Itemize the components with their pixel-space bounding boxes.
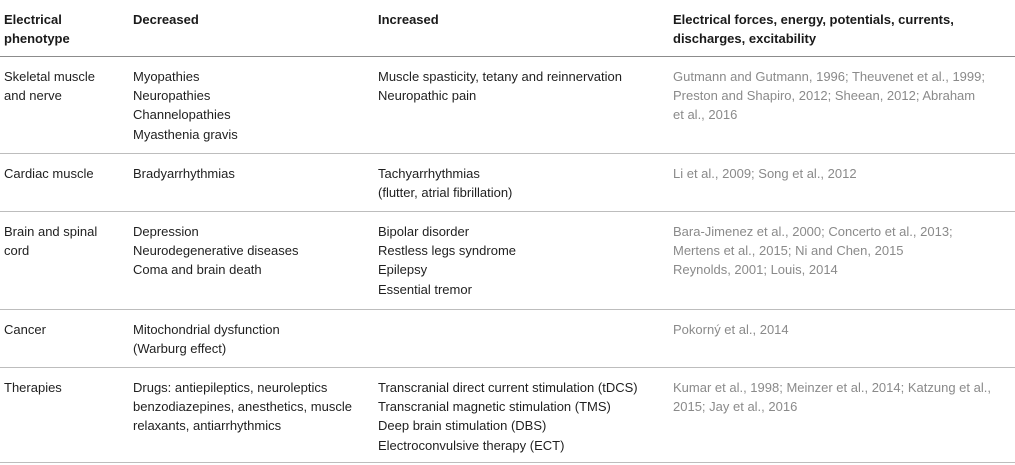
header-increased	[378, 10, 663, 29]
cell-line: Coma and brain death	[133, 262, 262, 278]
header-line: Electrical forces, energy, potentials, currents,	[673, 12, 954, 27]
cell-line: Kumar et al., 1998; Meinzer et al., 2014; Katzung et al.,	[673, 380, 991, 395]
cell-increased	[378, 164, 663, 202]
cell-line: Bipolar disorder	[378, 224, 470, 239]
cell-phenotype	[4, 378, 124, 397]
cell-line: Pokorný et al., 2014	[673, 322, 789, 337]
cell-line: relaxants, antiarrhythmics	[133, 418, 282, 434]
cell-line: Tachyarrhythmias	[378, 166, 480, 181]
cell-decreased	[133, 164, 368, 183]
cell-line: Channelopathies	[133, 107, 231, 123]
cell-references	[673, 164, 1013, 183]
cell-line: Myasthenia gravis	[133, 126, 238, 142]
cell-line: (Warburg effect)	[133, 341, 227, 357]
cell-line: Cardiac muscle	[4, 166, 94, 181]
cell-references	[673, 378, 1013, 416]
cell-line: Skeletal muscle	[4, 69, 96, 84]
cell-references	[673, 222, 1013, 280]
cell-references	[673, 67, 1013, 125]
cell-line: benzodiazepines, anesthetics, muscle	[133, 399, 352, 415]
cell-line: Mitochondrial dysfunction	[133, 322, 280, 337]
header-line: discharges, excitability	[673, 31, 817, 46]
cell-line: (flutter, atrial fibrillation)	[378, 185, 513, 201]
cell-line: and nerve	[4, 88, 62, 104]
header-line: phenotype	[4, 31, 70, 46]
header-line: Decreased	[133, 12, 199, 27]
cell-line: Deep brain stimulation (DBS)	[378, 418, 547, 434]
cell-references	[673, 320, 1013, 339]
table-row	[0, 57, 1015, 154]
cell-line: Drugs: antiepileptics, neuroleptics	[133, 380, 328, 395]
header-phenotype	[4, 10, 124, 48]
cell-line: Mertens et al., 2015; Ni and Chen, 2015	[673, 243, 904, 259]
cell-decreased	[133, 67, 368, 144]
table-row	[0, 212, 1015, 310]
cell-line: Essential tremor	[378, 281, 472, 297]
cell-line: Electroconvulsive therapy (ECT)	[378, 437, 565, 453]
cell-line: 2015; Jay et al., 2016	[673, 399, 798, 415]
cell-line: Therapies	[4, 380, 62, 395]
table-row	[0, 368, 1015, 463]
cell-phenotype	[4, 67, 124, 105]
cell-increased	[378, 67, 663, 105]
cell-phenotype	[4, 164, 124, 183]
cell-line: Depression	[133, 224, 199, 239]
cell-decreased	[133, 378, 368, 436]
cell-line: Neurodegenerative diseases	[133, 243, 299, 259]
header-decreased	[133, 10, 368, 29]
cell-line: Brain and spinal	[4, 224, 98, 239]
cell-line: Myopathies	[133, 69, 200, 84]
table-header	[0, 0, 1015, 57]
cell-line: Reynolds, 2001; Louis, 2014	[673, 262, 838, 278]
header-line: Increased	[378, 12, 439, 27]
header-line: Electrical	[4, 12, 62, 27]
cell-line: Li et al., 2009; Song et al., 2012	[673, 166, 857, 181]
table-row	[0, 154, 1015, 212]
cell-line: Cancer	[4, 322, 46, 337]
cell-line: Epilepsy	[378, 262, 428, 278]
cell-line: Transcranial magnetic stimulation (TMS)	[378, 399, 611, 415]
cell-line: et al., 2016	[673, 107, 738, 123]
cell-increased	[378, 222, 663, 299]
cell-line: Neuropathies	[133, 88, 211, 104]
header-references	[673, 10, 1013, 48]
cell-line: Transcranial direct current stimulation (tDCS)	[378, 380, 638, 395]
cell-line: Restless legs syndrome	[378, 243, 516, 259]
cell-line: Muscle spasticity, tetany and reinnervation	[378, 69, 622, 84]
cell-line: Neuropathic pain	[378, 88, 477, 104]
cell-line: cord	[4, 243, 30, 259]
cell-line: Bradyarrhythmias	[133, 166, 235, 181]
cell-line: Bara-Jimenez et al., 2000; Concerto et al., 2013;	[673, 224, 953, 239]
cell-increased	[378, 378, 663, 455]
cell-phenotype	[4, 320, 124, 339]
cell-decreased	[133, 320, 368, 358]
table-row	[0, 310, 1015, 368]
cell-line: Preston and Shapiro, 2012; Sheean, 2012; Abraham	[673, 88, 976, 104]
cell-decreased	[133, 222, 368, 280]
cell-phenotype	[4, 222, 124, 260]
cell-line: Gutmann and Gutmann, 1996; Theuvenet et al., 1999;	[673, 69, 985, 84]
